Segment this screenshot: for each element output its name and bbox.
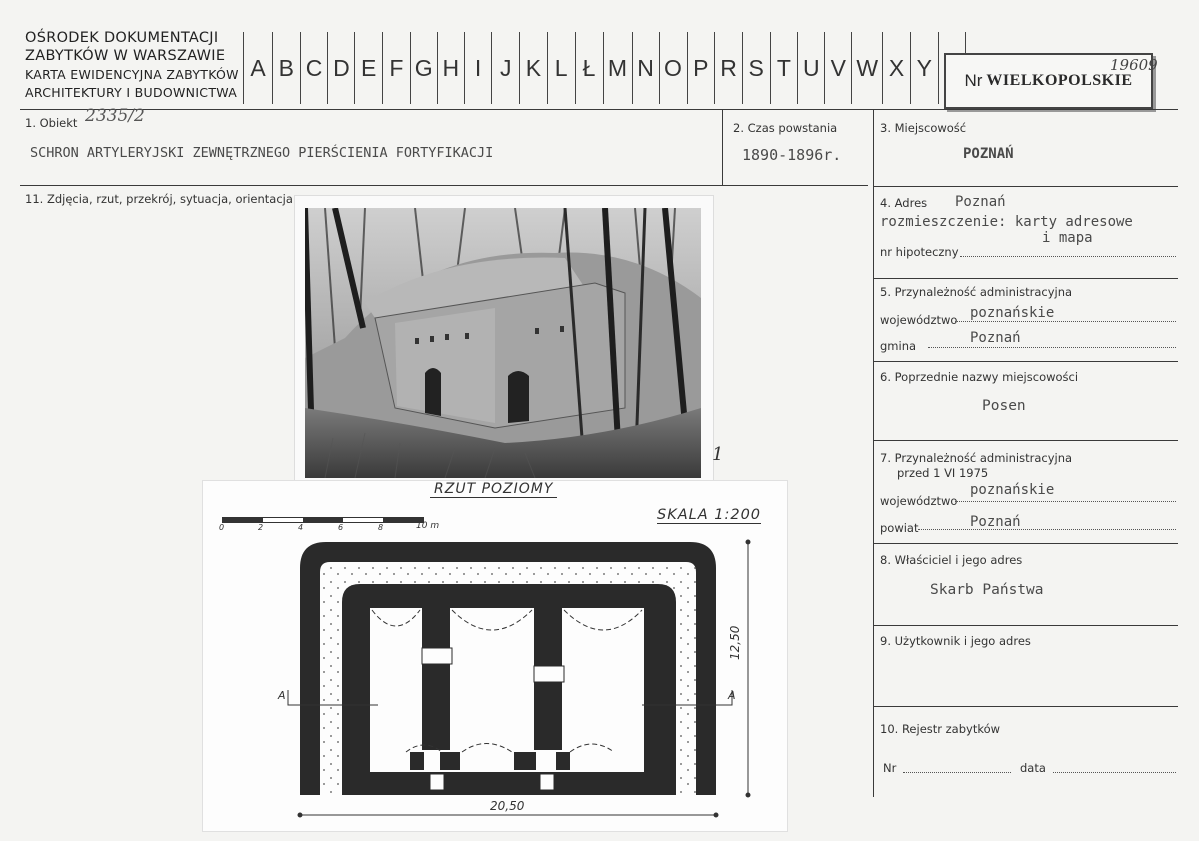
institution-name-2: ZABYTKÓW W WARSZAWIE — [25, 48, 226, 64]
field-6-label: 6. Poprzednie nazwy miejscowości — [880, 370, 1079, 384]
plan-scale: SKALA 1:200 — [657, 507, 762, 523]
section-mark-left: A — [278, 689, 286, 702]
field-9-label: 9. Użytkownik i jego adres — [880, 634, 1031, 648]
field-8-label: 8. Właściciel i jego adres — [880, 553, 1023, 567]
gmina-value: Poznań — [970, 330, 1021, 346]
powiat-value: Poznań — [970, 514, 1021, 530]
alphabet-letter: F — [382, 32, 410, 104]
alphabet-letter: L — [547, 32, 575, 104]
alphabet-letter: K — [519, 32, 547, 104]
card-type-2: ARCHITEKTURY I BUDOWNICTWA — [25, 85, 238, 100]
alphabet-letter: Y — [910, 32, 938, 104]
object-name: SCHRON ARTYLERYJSKI ZEWNĘTRZNEGO PIERŚCIENIA FORTYFIKACJI — [30, 145, 494, 161]
scale-tick-10: 10 m — [416, 521, 440, 531]
mortgage-label: nr hipoteczny — [880, 245, 959, 259]
address-city: Poznań — [955, 194, 1006, 210]
address-map: i mapa — [1042, 230, 1093, 246]
gmina-label: gmina — [880, 339, 917, 353]
field-10-label: 10. Rejestr zabytków — [880, 722, 1001, 736]
field-7-label: 7. Przynależność administracyjna — [880, 451, 1073, 465]
alphabet-letter: H — [437, 32, 464, 104]
alphabet-letter: X — [882, 32, 910, 104]
alphabet-letter: S — [742, 32, 770, 104]
alphabet-index — [243, 32, 966, 104]
former-name: Posen — [982, 398, 1026, 414]
plan-width-dimension: 20,50 — [490, 799, 525, 813]
alphabet-letter: J — [491, 32, 519, 104]
field-5-label: 5. Przynależność administracyjna — [880, 285, 1073, 299]
register-date-label: data — [1020, 761, 1046, 775]
alphabet-letter: P — [687, 32, 715, 104]
voivodeship-old-label: województwo — [880, 494, 958, 508]
photo-number: 1 — [712, 444, 724, 465]
scale-tick-6: 6 — [338, 523, 344, 532]
scale-tick-2: 2 — [258, 523, 264, 532]
photo-frame — [294, 195, 714, 482]
nr-value: WIELKOPOLSKIE — [986, 72, 1133, 89]
plan-title: RZUT POZIOMY — [430, 481, 557, 498]
alphabet-letter: I — [464, 32, 492, 104]
alphabet-letter: T — [770, 32, 798, 104]
alphabet-letter: U — [797, 32, 824, 104]
voivodeship-old-value: poznańskie — [970, 482, 1055, 498]
alphabet-letter: D — [327, 32, 354, 104]
voivodeship-value: poznańskie — [970, 305, 1055, 321]
locality: POZNAŃ — [963, 146, 1014, 162]
plan-height-dimension: 12,50 — [728, 625, 742, 660]
scale-tick-0: 0 — [219, 523, 225, 532]
nr-handwritten: 19609 — [1110, 56, 1158, 74]
institution-name-1: OŚRODEK DOKUMENTACJI — [25, 30, 219, 46]
voivodeship-label: województwo — [880, 313, 958, 327]
plan-drawing — [202, 480, 786, 830]
alphabet-letter: M — [603, 32, 632, 104]
address-placement: rozmieszczenie: karty adresowe — [880, 214, 1133, 230]
field-1-handwritten: 2335/2 — [85, 106, 145, 126]
alphabet-letter: R — [714, 32, 742, 104]
nr-label: Nr — [964, 71, 983, 90]
field-7-date: przed 1 VI 1975 — [897, 466, 989, 480]
owner: Skarb Państwa — [930, 582, 1044, 598]
section-mark-right: A — [728, 689, 736, 702]
powiat-label: powiat — [880, 521, 919, 535]
alphabet-letter: A — [243, 32, 272, 104]
alphabet-letter: B — [272, 32, 300, 104]
field-3-label: 3. Miejscowość — [880, 121, 967, 135]
alphabet-letter: G — [410, 32, 437, 104]
field-4-label: 4. Adres — [880, 196, 928, 210]
alphabet-letter: O — [659, 32, 687, 104]
bunker-photo — [305, 208, 701, 478]
scale-tick-4: 4 — [298, 523, 304, 532]
alphabet-letter: C — [300, 32, 328, 104]
field-2-label: 2. Czas powstania — [733, 121, 838, 135]
alphabet-letter: Ł — [575, 32, 603, 104]
card-type-1: KARTA EWIDENCYJNA ZABYTKÓW — [25, 67, 239, 82]
field-11-label: 11. Zdjęcia, rzut, przekrój, sytuacja, orientacja — [25, 192, 293, 206]
alphabet-letter: N — [632, 32, 659, 104]
construction-date: 1890-1896r. — [742, 146, 842, 164]
alphabet-letter: V — [824, 32, 851, 104]
field-1-label: 1. Obiekt — [25, 116, 78, 130]
alphabet-letter: E — [354, 32, 382, 104]
scale-tick-8: 8 — [378, 523, 384, 532]
alphabet-letter: W — [851, 32, 882, 104]
register-nr-label: Nr — [883, 761, 897, 775]
